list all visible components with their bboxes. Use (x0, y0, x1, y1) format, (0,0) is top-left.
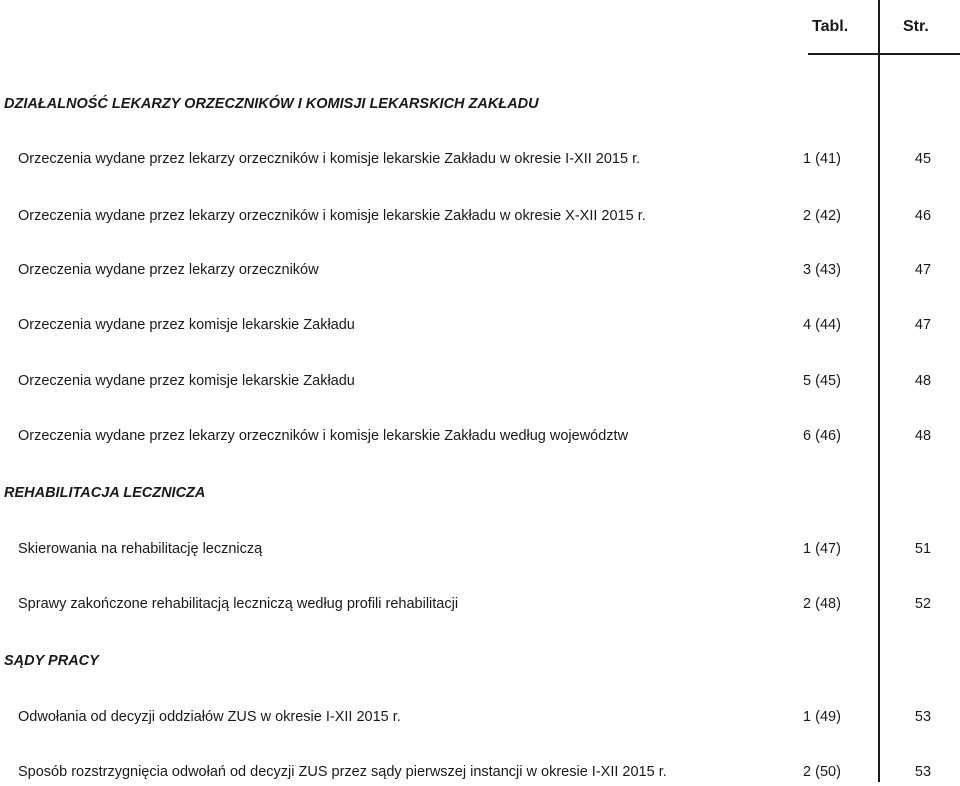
entry-page-number: 51 (914, 541, 932, 557)
header-rule (808, 53, 960, 55)
entry-page-number: 53 (914, 709, 932, 725)
entry-title: Sprawy zakończone rehabilitacją leczniczą według profili rehabilitacji (18, 596, 459, 612)
entry-table-number: 3 (43) (803, 262, 841, 278)
entry-title: Odwołania od decyzji oddziałów ZUS w okresie I-XII 2015 r. (18, 709, 401, 725)
entry-page-number: 45 (914, 151, 932, 167)
entry-title: Orzeczenia wydane przez lekarzy orzeczników (18, 262, 319, 278)
toc-entry[interactable] (0, 314, 960, 336)
entry-table-number: 2 (48) (803, 596, 841, 612)
entry-table-number: 1 (47) (803, 541, 841, 557)
entry-page-number: 48 (914, 373, 932, 389)
entry-table-number: 1 (49) (803, 709, 841, 725)
entry-page-number: 46 (914, 208, 932, 224)
entry-table-number: 2 (42) (803, 208, 841, 224)
entry-title: Orzeczenia wydane przez komisje lekarskie Zakładu (18, 317, 355, 333)
toc-entry[interactable] (0, 761, 960, 783)
entry-title: Orzeczenia wydane przez lekarzy orzeczników i komisje lekarskie Zakładu w okresie X-XII 2015 r. (18, 208, 646, 224)
entry-page-number: 52 (914, 596, 932, 612)
column-header-str: Str. (903, 18, 929, 35)
toc-entry[interactable] (0, 370, 960, 392)
toc-entry[interactable] (0, 205, 960, 227)
toc-entry[interactable] (0, 425, 960, 447)
entry-title: Skierowania na rehabilitację leczniczą (18, 541, 263, 557)
toc-entry[interactable] (0, 259, 960, 281)
entry-title: Orzeczenia wydane przez lekarzy orzeczników i komisje lekarskie Zakładu w okresie I-XII 2015 r. (18, 151, 641, 167)
section-heading-orzecznictwo: DZIAŁALNOŚĆ LEKARZY ORZECZNIKÓW I KOMISJI LEKARSKICH ZAKŁADU (4, 96, 539, 112)
entry-title: Orzeczenia wydane przez komisje lekarskie Zakładu (18, 373, 355, 389)
entry-table-number: 5 (45) (803, 373, 841, 389)
toc-entry[interactable] (0, 593, 960, 615)
entry-table-number: 2 (50) (803, 764, 841, 780)
toc-entry[interactable] (0, 706, 960, 728)
entry-page-number: 47 (914, 317, 932, 333)
entry-title: Orzeczenia wydane przez lekarzy orzeczników i komisje lekarskie Zakładu według województw (18, 428, 629, 444)
column-header-tabl: Tabl. (812, 18, 849, 35)
entry-page-number: 47 (914, 262, 932, 278)
section-heading-sady-pracy: SĄDY PRACY (4, 653, 99, 669)
toc-entry[interactable] (0, 538, 960, 560)
entry-page-number: 53 (914, 764, 932, 780)
entry-title: Sposób rozstrzygnięcia odwołań od decyzji ZUS przez sądy pierwszej instancji w okresie I-XII 2015 r. (18, 764, 667, 780)
entry-table-number: 1 (41) (803, 151, 841, 167)
entry-table-number: 4 (44) (803, 317, 841, 333)
toc-entry[interactable] (0, 148, 960, 170)
section-heading-rehabilitacja: REHABILITACJA LECZNICZA (4, 485, 206, 501)
entry-table-number: 6 (46) (803, 428, 841, 444)
entry-page-number: 48 (914, 428, 932, 444)
